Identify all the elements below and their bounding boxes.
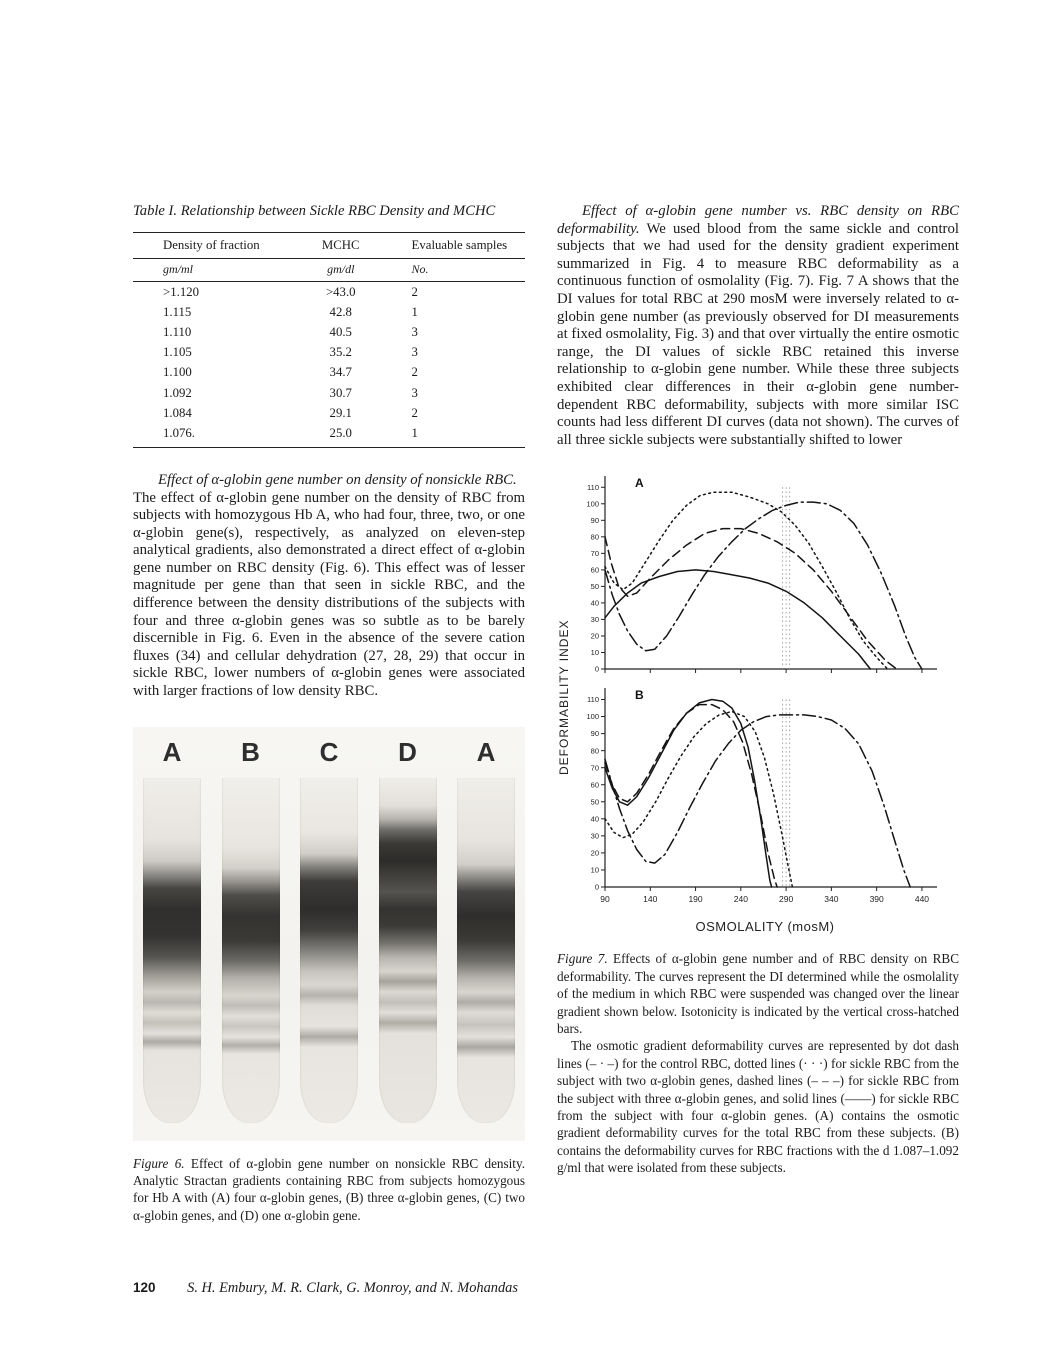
gradient-lane-b — [222, 778, 280, 1123]
svg-text:60: 60 — [590, 780, 599, 790]
figure6-caption — [133, 1155, 525, 1225]
svg-text:10: 10 — [590, 648, 599, 658]
svg-text:240: 240 — [733, 894, 748, 905]
svg-text:80: 80 — [590, 532, 599, 542]
svg-text:140: 140 — [643, 894, 658, 905]
page-number: 120 — [133, 1280, 156, 1295]
table-row — [133, 363, 525, 383]
figure7-caption-text: Effects of α-globin gene number and of RBC density on RBC deformability. The curves represent the DI determined while the osmolality of the medium in which RBC were suspended was changed over the linear gradient shown below. Isotonicity is indicated by the vertical cross-hatched bars. — [557, 951, 960, 1036]
table-cell: 2 — [411, 365, 418, 380]
figure7-caption-p1 — [557, 950, 959, 1037]
svg-text:110: 110 — [587, 695, 599, 705]
figure6-lanes — [133, 778, 525, 1123]
figure7-caption-p2: The osmotic gradient deformability curves are represented by dot dash lines (– · –) for the control RBC, dotted lines (· · ·) for sickle RBC from the subject with two α-globin genes, dashed lines (– – –) for sickle RBC from the subject with three α-globin genes, and solid lines (——) for sickle RBC from the subject with four α-globin genes. (A) contains the osmotic gradient deformability curves for the total RBC from these subjects. (B) contains the deformability curves for RBC fractions with the d 1.087–1.092 g/ml that were isolated from these subjects. — [557, 1038, 959, 1176]
figure7-x-axis-label: OSMOLALITY (mosM) — [695, 919, 835, 935]
table-row — [133, 403, 525, 423]
figure6-gel-image — [133, 727, 525, 1141]
gradient-lane-a — [143, 778, 201, 1123]
table-row — [133, 343, 525, 363]
column-header: Evaluable samples — [411, 238, 508, 252]
svg-text:10: 10 — [590, 865, 599, 875]
figure7-y-axis-label: DEFORMABILITY INDEX — [557, 619, 571, 776]
figure7-caption-label: Figure 7. — [557, 951, 608, 967]
lane-label: C — [319, 736, 339, 767]
svg-text:70: 70 — [590, 549, 599, 559]
svg-text:90: 90 — [600, 894, 610, 905]
column-header: Density of fraction — [163, 238, 260, 252]
figure6-caption-label: Figure 6. — [133, 1155, 185, 1171]
unit-cell: No. — [411, 262, 429, 276]
table-cell: 30.7 — [329, 385, 352, 400]
table-cell: 1.115 — [163, 304, 192, 319]
svg-text:190: 190 — [688, 894, 703, 905]
table-title: Table I. Relationship between Sickle RBC Density and MCHC — [133, 203, 496, 219]
lane-label: A — [476, 736, 496, 767]
table-cell: 1.105 — [163, 345, 192, 360]
svg-text:0: 0 — [594, 664, 599, 674]
table-cell: >43.0 — [325, 284, 356, 299]
figure7-panel-b-chart — [571, 679, 943, 917]
table-cell: 25.0 — [329, 425, 352, 440]
lane-label: D — [398, 736, 417, 767]
svg-text:A: A — [635, 476, 644, 491]
page-footer — [133, 1280, 518, 1297]
table-row — [133, 423, 525, 447]
svg-text:B: B — [635, 688, 644, 703]
column-header: MCHC — [321, 238, 360, 252]
table-cell: 40.5 — [329, 324, 352, 339]
table-cell: 1 — [411, 304, 418, 319]
table-row — [133, 322, 525, 342]
svg-text:30: 30 — [590, 615, 599, 625]
unit-cell: gm/dl — [327, 262, 355, 276]
table-cell: 1.110 — [163, 324, 192, 339]
table-cell: 29.1 — [329, 405, 352, 420]
table-cell: 42.8 — [329, 304, 352, 319]
table-1 — [133, 232, 525, 448]
svg-text:340: 340 — [824, 894, 839, 905]
svg-text:20: 20 — [590, 848, 599, 858]
left-column — [133, 203, 525, 1224]
figure7-charts — [571, 467, 959, 934]
table-cell: 3 — [411, 385, 418, 400]
lane-label: A — [162, 736, 182, 767]
figure7-panel-a-chart — [571, 467, 943, 679]
table-cell: 3 — [411, 324, 418, 339]
unit-cell: gm/ml — [163, 262, 193, 276]
svg-text:60: 60 — [590, 565, 599, 575]
svg-text:20: 20 — [590, 631, 599, 641]
svg-text:50: 50 — [590, 582, 599, 592]
table-cell: 1.100 — [163, 365, 192, 380]
svg-text:70: 70 — [590, 763, 599, 773]
svg-text:50: 50 — [590, 797, 599, 807]
figure7 — [557, 467, 959, 934]
svg-text:100: 100 — [586, 499, 599, 509]
table-cell: 1.092 — [163, 385, 192, 400]
paragraph-lead: Effect of α-globin gene number vs. RBC density on RBC deformability. — [557, 203, 959, 237]
section-heading: Effect of α-globin gene number on density of nonsickle RBC. — [158, 471, 517, 488]
table-cell: 3 — [411, 345, 418, 360]
svg-text:440: 440 — [914, 894, 930, 905]
table-cell: 1.076. — [163, 425, 195, 440]
table-cell: 35.2 — [329, 345, 352, 360]
svg-text:90: 90 — [590, 516, 599, 526]
svg-text:110: 110 — [587, 483, 599, 493]
table-cell: 2 — [411, 405, 418, 420]
figure6-caption-text: Effect of α-globin gene number on nonsickle RBC density. Analytic Stractan gradients containing RBC from subjects homozygous for Hb A with (A) four α-globin genes, (B) three α-globin genes, (C) two α-globin genes, and (D) one α-globin gene. — [133, 1155, 526, 1223]
gradient-lane-c — [300, 778, 358, 1123]
table-cell: 34.7 — [329, 365, 352, 380]
gradient-lane-a2 — [457, 778, 515, 1123]
table-row — [133, 282, 525, 303]
svg-text:30: 30 — [590, 831, 599, 841]
table-cell: >1.120 — [163, 284, 200, 299]
svg-text:40: 40 — [590, 598, 599, 608]
svg-text:40: 40 — [590, 814, 599, 824]
table-cell: 1.084 — [163, 405, 192, 420]
body-paragraph: The effect of α-globin gene number on the density of RBC from subjects with homozygous Hb A, who had four, three, two, or one α-globin gene(s), respectively, as analyzed on eleven-step analytical gradients, also demonstrated a direct effect of α-globin gene number on RBC density (Fig. 6). This effect was of lesser magnitude per gene than that seen in sickle RBC, and the difference between the density distributions of the subjects with four and three α-globin genes was so subtle as to be barely discernible in Fig. 6. Even in the absence of the severe cation fluxes (34) and cellular dehydration (27, 28, 29) that occur in sickle RBC, lower numbers of α-globin genes were associated with larger fractions of low density RBC. — [133, 489, 525, 700]
paragraph-text: We used blood from the same sickle and control subjects that we had used for the density gradient experiment summarized in Fig. 4 to measure RBC deformability as a continuous function of osmolality (Fig. 7). Fig. 7 A shows that the DI values for total RBC at 290 mosM were inversely related to α-globin gene number (as previously observed for DI measurements at fixed osmolality, Fig. 3) and that over virtually the entire osmotic range, the DI values of sickle RBC retained this inverse relationship to α-globin gene number. While these three subjects exhibited clear differences in their α-globin gene number-dependent RBC deformability, subjects with more similar ISC counts had less different DI curves (data not shown). The curves of all three sickle subjects were substantially shifted to lower — [557, 220, 959, 448]
svg-text:100: 100 — [586, 712, 599, 722]
footer-authors: S. H. Embury, M. R. Clark, G. Monroy, and N. Mohandas — [187, 1280, 518, 1296]
svg-text:390: 390 — [869, 894, 884, 905]
table-cell: 2 — [411, 284, 418, 299]
table-units-row — [133, 259, 525, 282]
table-cell: 1 — [411, 425, 418, 440]
table-row — [133, 383, 525, 403]
lane-label: B — [241, 736, 260, 767]
svg-text:90: 90 — [590, 729, 599, 739]
svg-text:290: 290 — [779, 894, 794, 905]
right-column — [557, 203, 959, 1177]
svg-text:80: 80 — [590, 746, 599, 756]
table-header-row — [133, 233, 525, 259]
gradient-lane-d — [379, 778, 437, 1123]
table-row — [133, 302, 525, 322]
figure6-lane-labels — [133, 737, 525, 768]
svg-text:0: 0 — [594, 882, 599, 892]
body-paragraph — [557, 203, 959, 449]
